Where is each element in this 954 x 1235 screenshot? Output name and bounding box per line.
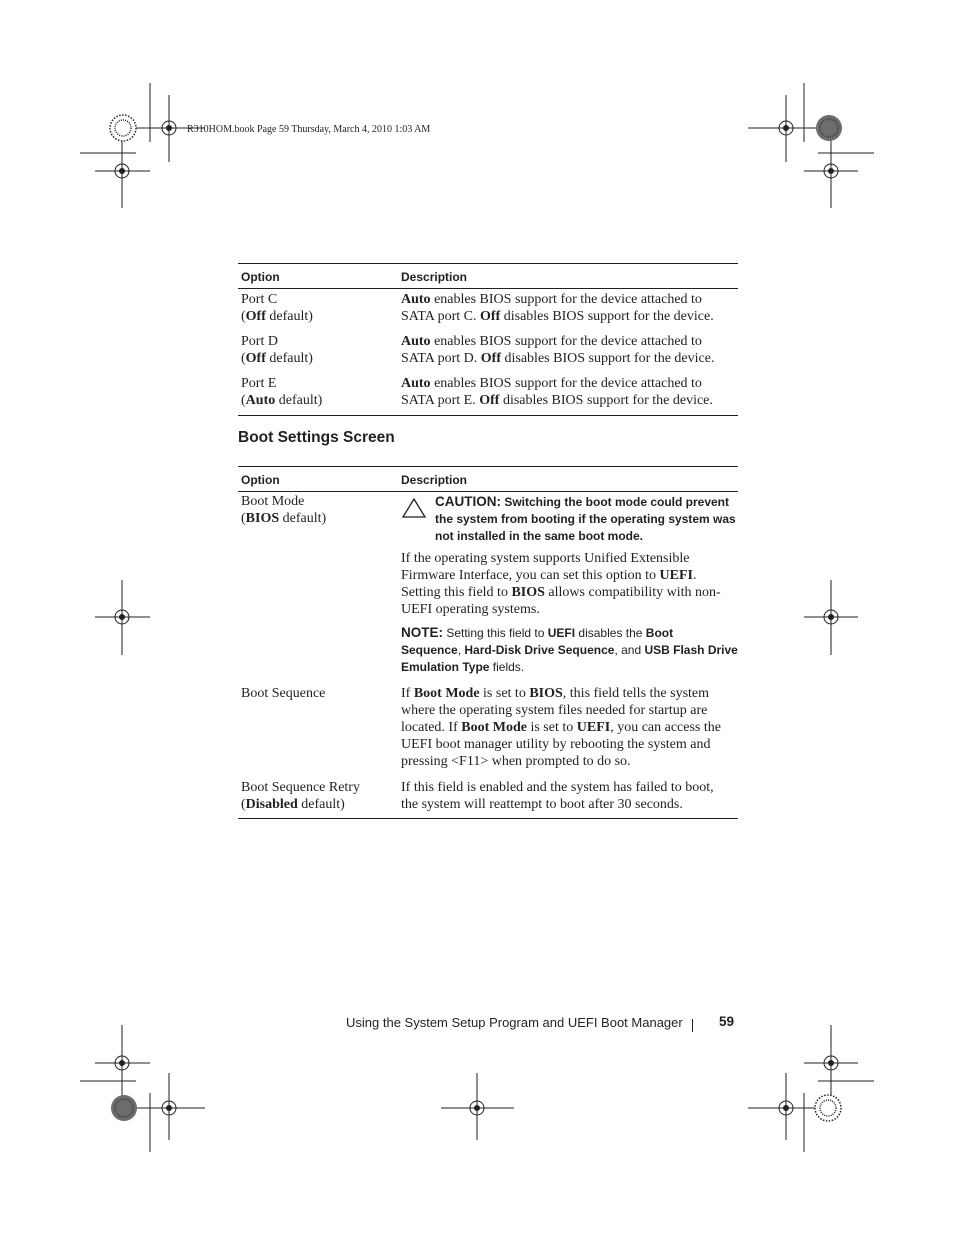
- option-name: Boot Sequence: [241, 686, 326, 701]
- caution-block: CAUTION: Switching the boot mode could prevent the system from booting if the operating system was not installed in the same boot mode.: [435, 494, 736, 543]
- caution-label: CAUTION:: [435, 494, 501, 509]
- option-name: Boot Mode: [241, 494, 305, 509]
- caution-triangle-icon: [401, 497, 427, 519]
- option-default: (Off default): [241, 309, 313, 324]
- section-title: Boot Settings Screen: [238, 429, 395, 446]
- header-option: Option: [241, 270, 280, 284]
- option-cell: [241, 685, 396, 702]
- option-name: Boot Sequence Retry: [241, 780, 360, 795]
- option-cell: [241, 779, 396, 813]
- header-description: Description: [401, 270, 468, 284]
- description-cell: Auto enables BIOS support for the device attached to SATA port C. Off disables BIOS support for the device.: [401, 292, 714, 324]
- note-block: NOTE: Setting this field to UEFI disables the Boot Sequence, Hard-Disk Drive Sequence, and USB Flash Drive Emulation Type fields.: [401, 625, 738, 674]
- option-default: (Disabled default): [241, 797, 345, 812]
- footer-divider: [692, 1019, 693, 1032]
- table-header: [238, 466, 738, 492]
- table-bottom-rule: [238, 818, 738, 819]
- header-description: Description: [401, 473, 468, 487]
- option-cell: [241, 375, 396, 409]
- boot-settings-table: [238, 466, 738, 812]
- option-name: Port D: [241, 334, 278, 349]
- sata-ports-table: [238, 263, 738, 408]
- page-number: 59: [719, 1014, 735, 1029]
- option-default: (Auto default): [241, 393, 323, 408]
- header-option: Option: [241, 473, 280, 487]
- description-cell: If this field is enabled and the system has failed to boot, the system will reattempt to boot after 30 seconds.: [401, 780, 714, 812]
- option-default: (BIOS default): [241, 511, 327, 526]
- boot-mode-paragraph: If the operating system supports Unified Extensible Firmware Interface, you can set this option to UEFI. Setting this field to BIOS allows compatibility with non- UEFI operating systems.: [401, 551, 721, 617]
- note-label: NOTE:: [401, 625, 443, 640]
- option-cell: [241, 333, 396, 367]
- table-bottom-rule: [238, 415, 738, 416]
- option-cell: [241, 493, 396, 527]
- description-cell: If Boot Mode is set to BIOS, this field tells the system where the operating system files needed for startup are located. If Boot Mode is set to UEFI, you can access the UEFI boot manager utility by rebooting the system and pressing <F11> when prompted to do so.: [401, 686, 721, 769]
- option-name: Port C: [241, 292, 278, 307]
- footer-chapter-title: Using the System Setup Program and UEFI Boot Manager: [346, 1015, 683, 1030]
- option-name: Port E: [241, 376, 277, 391]
- table-header: [238, 263, 738, 289]
- description-cell: Auto enables BIOS support for the device attached to SATA port E. Off disables BIOS support for the device.: [401, 376, 713, 408]
- option-cell: [241, 291, 396, 325]
- description-cell: Auto enables BIOS support for the device attached to SATA port D. Off disables BIOS support for the device.: [401, 334, 715, 366]
- print-slug-line: R310HOM.book Page 59 Thursday, March 4, 2010 1:03 AM: [187, 124, 431, 135]
- option-default: (Off default): [241, 351, 313, 366]
